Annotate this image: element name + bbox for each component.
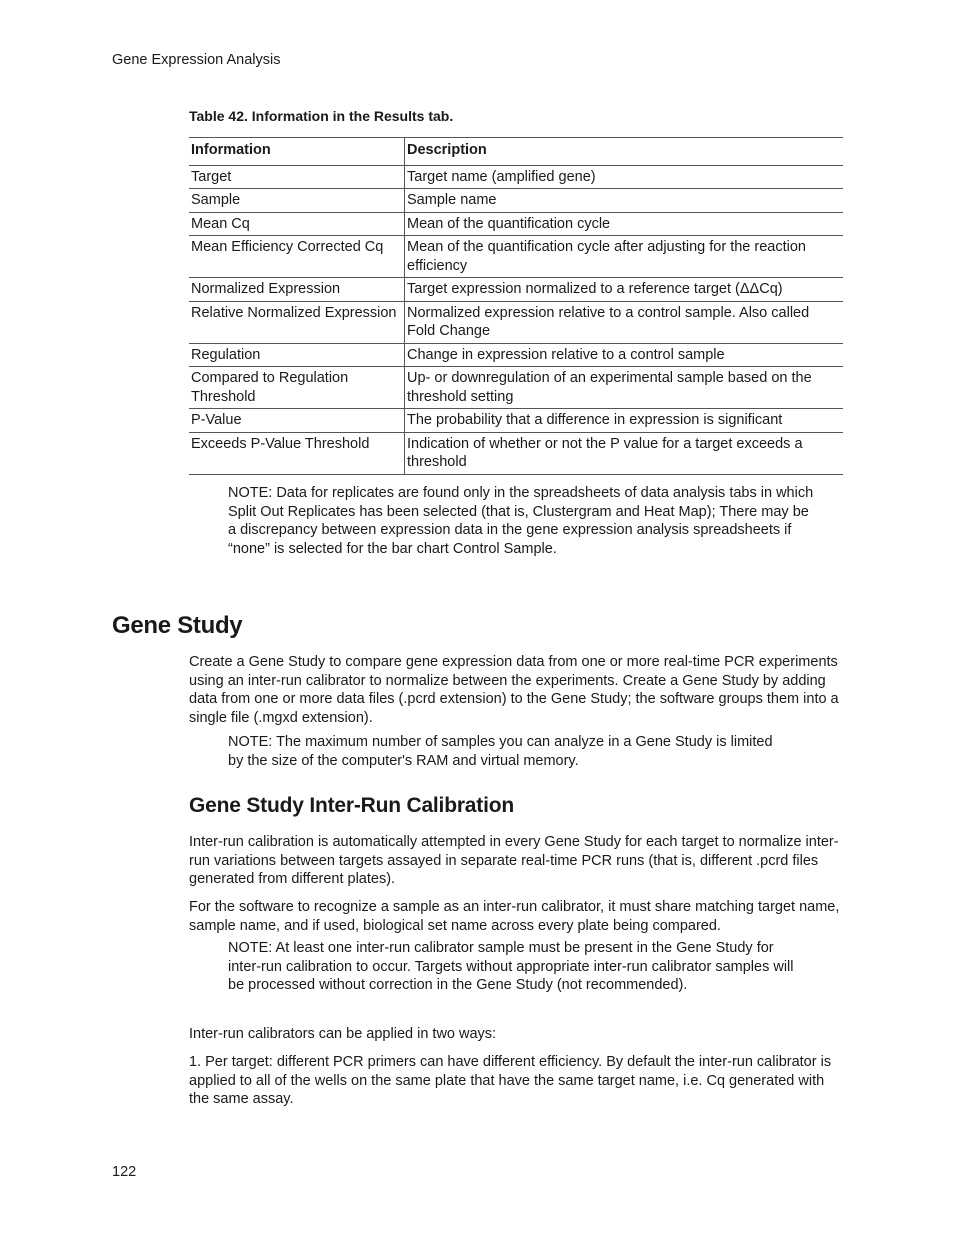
table-cell-information: Mean Efficiency Corrected Cq (189, 236, 405, 278)
table-cell-information: P-Value (189, 409, 405, 433)
paragraph-inter-run-4: 1. Per target: different PCR primers can have different efficiency. By default the inter-run calibrator is applied to all of the wells on the same plate that have the same target name, i.e. Cq generated with the same assay. (189, 1054, 832, 1108)
table-cell-information: Target (189, 165, 405, 189)
table-cell-information: Regulation (189, 343, 405, 367)
table-row (189, 165, 843, 189)
table-row (189, 236, 843, 278)
heading-gene-study: Gene Study (112, 612, 243, 639)
paragraph-gene-study-intro: Create a Gene Study to compare gene expression data from one or more real-time PCR experiments using an inter-run calibrator to normalize between the experiments. Create a Gene Study by adding data from one or more data files (.pcrd extension) to the Gene Study; the software groups them into a single file (.mgxd extension). (189, 654, 839, 727)
table-row (189, 343, 843, 367)
table-cell-description: Sample name (405, 189, 844, 213)
table-cell-description: The probability that a difference in expression is significant (405, 409, 844, 433)
table-row (189, 212, 843, 236)
table-row (189, 409, 843, 433)
table-cell-information: Sample (189, 189, 405, 213)
table-cell-information: Relative Normalized Expression (189, 301, 405, 343)
results-info-table (189, 137, 843, 475)
table-row (189, 301, 843, 343)
paragraph-inter-run-1: Inter-run calibration is automatically attempted in every Gene Study for each target to normalize inter-run variations between targets assayed in separate real-time PCR runs (that is, different .pcrd files generated from different plates). (189, 834, 839, 888)
column-header-description: Description (405, 138, 844, 166)
table-cell-description: Normalized expression relative to a control sample. Also called Fold Change (405, 301, 844, 343)
table-cell-description: Target name (amplified gene) (405, 165, 844, 189)
heading-inter-run-calibration: Gene Study Inter-Run Calibration (189, 794, 514, 817)
table-caption: Table 42. Information in the Results tab. (189, 108, 454, 124)
table-row (189, 432, 843, 474)
note-replicates: NOTE: Data for replicates are found only in the spreadsheets of data analysis tabs in which Split Out Replicates has been selected (that is, Clustergram and Heat Map); There may be a discrepancy between expression data in the gene expression analysis spreadsheets if “none” is selected for the bar chart Control Sample. (228, 485, 814, 558)
page-number: 122 (112, 1164, 137, 1180)
table-cell-description: Indication of whether or not the P value for a target exceeds a threshold (405, 432, 844, 474)
table-cell-information: Mean Cq (189, 212, 405, 236)
table-row (189, 278, 843, 302)
table-cell-description: Up- or downregulation of an experimental sample based on the threshold setting (405, 367, 844, 409)
table-cell-information: Compared to Regulation Threshold (189, 367, 405, 409)
table-cell-description: Mean of the quantification cycle (405, 212, 844, 236)
table-header-row (189, 138, 843, 166)
note-max-samples: NOTE: The maximum number of samples you can analyze in a Gene Study is limited by the size of the computer's RAM and virtual memory. (228, 734, 773, 769)
table-cell-information: Normalized Expression (189, 278, 405, 302)
paragraph-inter-run-3: Inter-run calibrators can be applied in two ways: (189, 1026, 497, 1042)
column-header-information: Information (189, 138, 405, 166)
table-cell-information: Exceeds P-Value Threshold (189, 432, 405, 474)
table-cell-description: Change in expression relative to a control sample (405, 343, 844, 367)
table-cell-description: Mean of the quantification cycle after adjusting for the reaction efficiency (405, 236, 844, 278)
paragraph-inter-run-2: For the software to recognize a sample as an inter-run calibrator, it must share matching target name, sample name, and if used, biological set name across every plate being compared. (189, 899, 840, 934)
table-row (189, 189, 843, 213)
note-calibrator: NOTE: At least one inter-run calibrator sample must be present in the Gene Study for inter-run calibration to occur. Targets without appropriate inter-run calibrator samples will be processed without correction in the Gene Study (not recommended). (228, 940, 794, 994)
table-row (189, 367, 843, 409)
table-cell-description: Target expression normalized to a reference target (ΔΔCq) (405, 278, 844, 302)
running-header: Gene Expression Analysis (112, 52, 281, 68)
